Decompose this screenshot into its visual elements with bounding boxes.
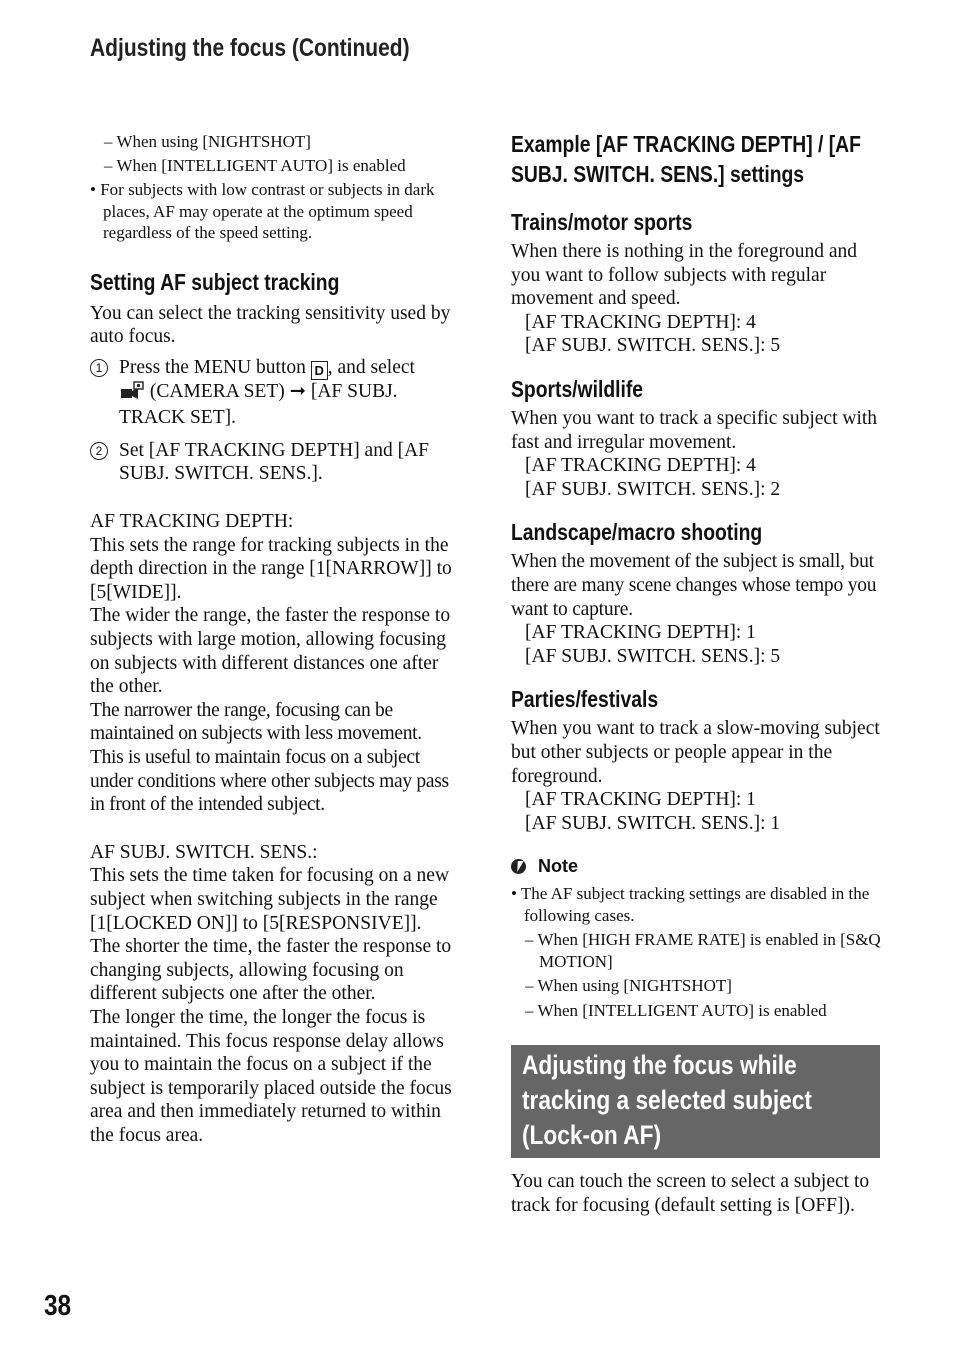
example-parties bbox=[511, 684, 881, 835]
page-number: 38 bbox=[44, 1290, 72, 1322]
step-2: 2 Set [AF TRACKING DEPTH] and [AF SUBJ. SWITCH. SENS.]. bbox=[90, 439, 458, 486]
camera-set-icon bbox=[119, 380, 145, 407]
example-depth: [AF TRACKING DEPTH]: 4 bbox=[525, 455, 756, 477]
example-heading: Example [AF TRACKING DEPTH] / [AF SUBJ. SWITCH. SENS.] settings bbox=[511, 131, 861, 187]
note-dash-intelligent-auto: – When [INTELLIGENT AUTO] is enabled bbox=[525, 1000, 827, 1020]
dash-item-nightshot: – When using [NIGHTSHOT] bbox=[104, 132, 311, 151]
depth-paragraph-2: The wider the range, the faster the response to subjects with large motion, allowing focusing on subjects with different distances one after the other. bbox=[90, 605, 451, 698]
step-1: 1 Press the MENU button D , and select (CAMERA SET) ➞ [AF SUBJ. TRACK SET]. bbox=[90, 356, 458, 430]
example-desc: When you want to track a specific subject with fast and irregular movement. bbox=[511, 407, 878, 453]
example-desc: When the movement of the subject is small, but there are many scene changes whose tempo you want to capture. bbox=[511, 551, 877, 620]
example-sports bbox=[511, 374, 881, 501]
step-number-1: 1 bbox=[90, 359, 108, 377]
example-landscape bbox=[511, 517, 881, 668]
sens-paragraph-1: This sets the time taken for focusing on a new subject when switching subjects in the range [1[LOCKED ON]] to [5[RESPONSIVE]]. bbox=[90, 865, 450, 934]
lock-on-af-heading-box: Adjusting the focus while tracking a selected subject (Lock-on AF) bbox=[511, 1045, 880, 1158]
note-bullet: • The AF subject tracking settings are disabled in the following cases. bbox=[511, 884, 870, 925]
note-dash-nightshot: – When using [NIGHTSHOT] bbox=[525, 976, 732, 996]
depth-paragraph-3: The narrower the range, focusing can be maintained on subjects with less movement. This is useful to maintain focus on a subject under conditions where other subjects may pass in front of the intended subject. bbox=[90, 699, 449, 816]
lock-on-intro: You can touch the screen to select a subject to track for focusing (default setting is [OFF]). bbox=[511, 1171, 870, 1216]
example-trains bbox=[511, 207, 881, 358]
example-sens: [AF SUBJ. SWITCH. SENS.]: 2 bbox=[525, 478, 781, 500]
example-desc: When you want to track a slow-moving subject but other subjects or people appear in the foreground. bbox=[511, 718, 880, 787]
bullet-low-contrast: • For subjects with low contrast or subjects in dark places, AF may operate at the optimum speed regardless of the speed setting. bbox=[90, 180, 435, 242]
example-title: Parties/festivals bbox=[511, 686, 659, 713]
sens-paragraph-2: The shorter the time, the faster the response to changing subjects, allowing focusing on different subjects one after the other. bbox=[90, 936, 452, 1005]
example-sens: [AF SUBJ. SWITCH. SENS.]: 1 bbox=[525, 812, 781, 834]
example-title: Trains/motor sports bbox=[511, 209, 693, 235]
note-icon bbox=[511, 859, 526, 874]
menu-d-icon: D bbox=[311, 361, 328, 380]
running-head: Adjusting the focus (Continued) bbox=[90, 34, 410, 62]
sens-label: AF SUBJ. SWITCH. SENS.: bbox=[90, 841, 318, 863]
note-dash-hfr: – When [HIGH FRAME RATE] is enabled in [S&Q MOTION] bbox=[525, 930, 881, 971]
section-heading-af-tracking: Setting AF subject tracking bbox=[90, 268, 340, 295]
depth-paragraph-1: This sets the range for tracking subjects in the depth direction in the range [1[NARROW]] to [5[WIDE]]. bbox=[90, 534, 452, 603]
arrow-right-icon: ➞ bbox=[289, 380, 306, 402]
step-number-2: 2 bbox=[90, 442, 108, 460]
example-sens: [AF SUBJ. SWITCH. SENS.]: 5 bbox=[525, 335, 781, 357]
depth-label: AF TRACKING DEPTH: bbox=[90, 511, 294, 533]
dash-item-intelligent-auto: – When [INTELLIGENT AUTO] is enabled bbox=[104, 155, 406, 175]
example-depth: [AF TRACKING DEPTH]: 1 bbox=[525, 622, 756, 644]
left-column bbox=[90, 131, 458, 1148]
example-sens: [AF SUBJ. SWITCH. SENS.]: 5 bbox=[525, 645, 781, 667]
intro-text: You can select the tracking sensitivity used by auto focus. bbox=[90, 302, 451, 348]
example-title: Landscape/macro shooting bbox=[511, 519, 763, 546]
example-depth: [AF TRACKING DEPTH]: 1 bbox=[525, 789, 756, 811]
note-heading: Note bbox=[511, 854, 881, 878]
example-depth: [AF TRACKING DEPTH]: 4 bbox=[525, 311, 756, 333]
right-column bbox=[511, 129, 881, 1217]
sens-paragraph-3: The longer the time, the longer the focus is maintained. This focus response delay allows you to maintain the focus on a subject if the subject is temporarily placed outside the focus area and then immediately returned to within the focus area. bbox=[90, 1006, 452, 1146]
example-desc: When there is nothing in the foreground and you want to follow subjects with regular movement and speed. bbox=[511, 241, 858, 310]
example-title: Sports/wildlife bbox=[511, 375, 644, 402]
